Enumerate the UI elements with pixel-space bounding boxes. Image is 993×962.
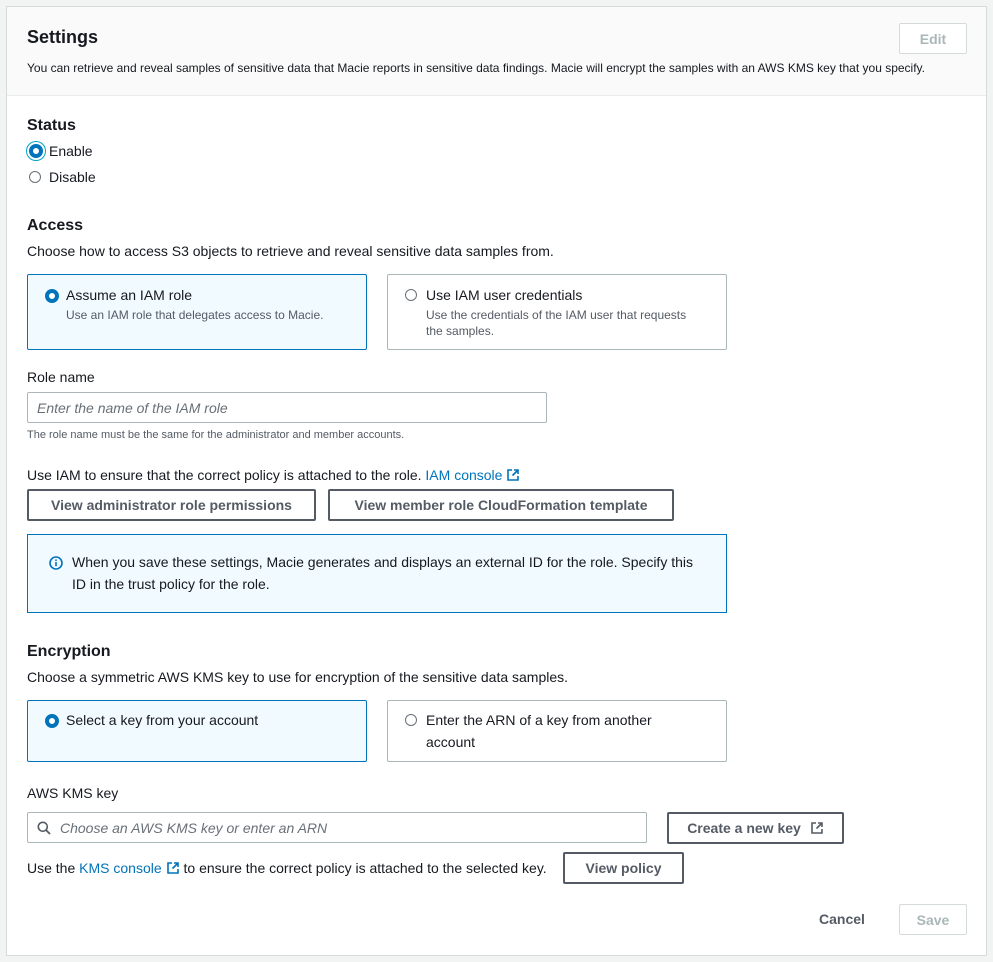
status-title: Status <box>27 117 76 134</box>
kms-text-row <box>27 860 547 876</box>
role-name-label: Role name <box>27 369 95 385</box>
settings-panel <box>6 6 987 956</box>
page-title: Settings <box>27 27 99 47</box>
settings-description: You can retrieve and reveal samples of sensitive data that Macie reports in sensitive data findings. Macie will encrypt the samples with an AWS KMS key that you specify. <box>27 61 925 75</box>
create-new-key-button[interactable] <box>667 812 844 844</box>
create-new-key-label: Create a new key <box>687 820 801 836</box>
view-admin-role-permissions-button[interactable]: View administrator role permissions <box>27 489 316 521</box>
status-disable-label[interactable]: Disable <box>49 169 96 185</box>
search-icon <box>37 821 51 835</box>
external-link-icon <box>166 861 180 875</box>
user-credentials-radio[interactable] <box>405 289 417 301</box>
view-member-role-template-button[interactable]: View member role CloudFormation template <box>328 489 674 521</box>
role-name-input[interactable] <box>27 392 547 423</box>
role-name-placeholder: Enter the name of the IAM role <box>37 399 228 416</box>
access-tile-assume-role[interactable] <box>27 274 367 350</box>
kms-console-link[interactable] <box>79 860 179 876</box>
user-credentials-description-line2: the samples. <box>426 324 495 338</box>
encryption-tile-select-key[interactable] <box>27 700 367 762</box>
kms-text-after: to ensure the correct policy is attached to the selected key. <box>183 860 547 876</box>
enter-arn-label-line2: account <box>426 734 476 750</box>
info-alert <box>27 534 727 613</box>
access-tile-user-credentials[interactable] <box>387 274 727 350</box>
external-link-icon <box>810 821 824 835</box>
assume-role-description: Use an IAM role that delegates access to Macie. <box>66 308 324 322</box>
alert-text-line2: ID in the trust policy for the role. <box>72 576 270 592</box>
info-icon <box>49 556 63 570</box>
assume-role-radio[interactable] <box>45 289 59 303</box>
access-description: Choose how to access S3 objects to retrieve and reveal sensitive data samples from. <box>27 243 554 259</box>
iam-text-row <box>27 467 520 483</box>
settings-header <box>7 7 986 96</box>
status-enable-label[interactable]: Enable <box>49 143 93 159</box>
encryption-tile-enter-arn[interactable] <box>387 700 727 762</box>
encryption-title: Encryption <box>27 643 111 660</box>
view-policy-button[interactable]: View policy <box>563 852 684 884</box>
select-key-radio[interactable] <box>45 714 59 728</box>
status-disable-radio[interactable] <box>29 171 41 183</box>
enter-arn-radio[interactable] <box>405 714 417 726</box>
select-key-label: Select a key from your account <box>66 712 259 728</box>
kms-text-before: Use the <box>27 860 76 876</box>
edit-button[interactable]: Edit <box>899 23 967 54</box>
kms-key-label: AWS KMS key <box>27 785 119 801</box>
external-link-icon <box>506 468 520 482</box>
save-button[interactable]: Save <box>899 904 967 935</box>
role-name-hint: The role name must be the same for the administrator and member accounts. <box>27 429 405 441</box>
assume-role-label: Assume an IAM role <box>66 287 193 303</box>
alert-text-line1: When you save these settings, Macie generates and displays an external ID for the role. Specify this <box>72 554 693 570</box>
kms-key-placeholder: Choose an AWS KMS key or enter an ARN <box>60 819 328 836</box>
access-title: Access <box>27 217 84 234</box>
iam-console-link-label: IAM console <box>425 467 503 483</box>
enter-arn-label-line1: Enter the ARN of a key from another <box>426 712 652 728</box>
iam-console-link[interactable] <box>425 467 520 483</box>
cancel-button[interactable]: Cancel <box>819 911 865 927</box>
user-credentials-label: Use IAM user credentials <box>426 287 583 303</box>
kms-console-link-label: KMS console <box>79 860 162 876</box>
user-credentials-description-line1: Use the credentials of the IAM user that requests <box>426 308 687 322</box>
kms-key-search-input[interactable] <box>27 812 647 843</box>
encryption-description: Choose a symmetric AWS KMS key to use for encryption of the sensitive data samples. <box>27 669 569 685</box>
iam-text: Use IAM to ensure that the correct policy is attached to the role. <box>27 467 422 483</box>
status-enable-radio[interactable] <box>29 144 43 158</box>
